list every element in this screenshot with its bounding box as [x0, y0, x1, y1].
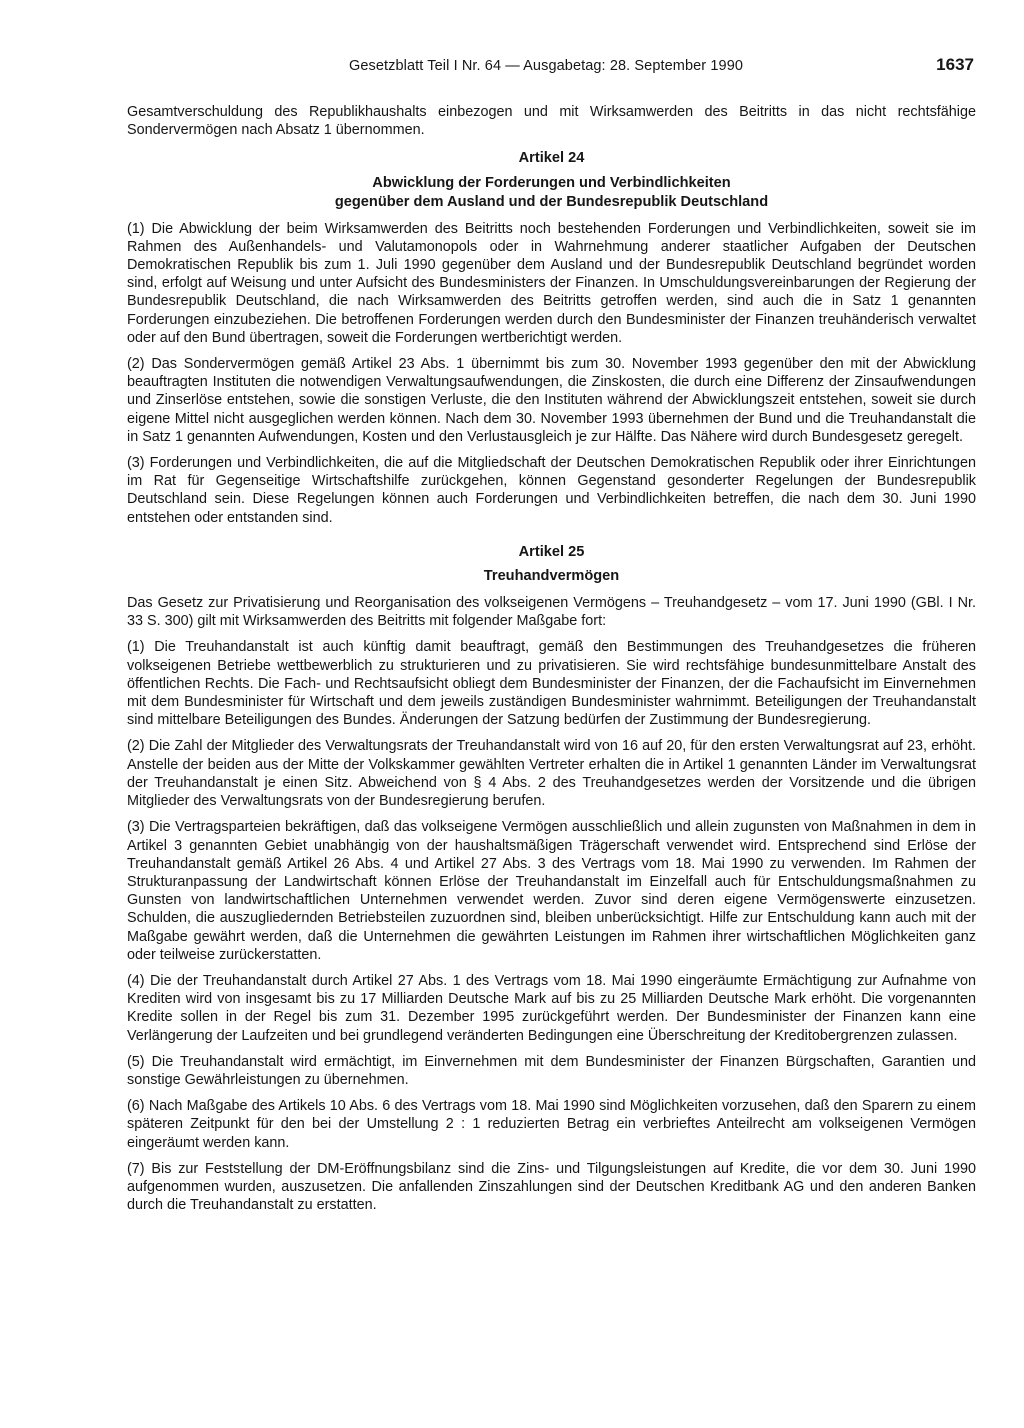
page-header — [118, 52, 974, 82]
artikel-24-paragraph-2: (2) Das Sondervermögen gemäß Artikel 23 Abs. 1 übernimmt bis zum 30. November 1993 gegenüber den mit der Abwicklung beauftragten Instituten die notwendigen Verwaltungsaufwendungen, die Zinskosten, die durch eine Differenz der Zinsaufwendungen und Zinserlöse entstehen, sowie die sonstigen Verluste, die den Instituten während der Abwicklungszeit entstehen, soweit sie durch eigene Mittel nicht ausgeglichen werden können. Nach dem 30. November 1993 übernehmen der Bund und die Treuhandanstalt die in Satz 1 genannten Aufwendungen, Kosten und den Verlustausgleich je zur Hälfte. Das Nähere wird durch Bundesgesetz geregelt. — [127, 356, 976, 445]
page-number: 1637 — [936, 55, 974, 74]
artikel-25-title: Treuhandvermögen — [483, 568, 620, 585]
artikel-24-heading: Artikel 24 — [518, 150, 585, 167]
artikel-25-heading: Artikel 25 — [518, 543, 585, 560]
artikel-24-paragraph-3: (3) Forderungen und Verbindlichkeiten, die auf die Mitgliedschaft der Deutschen Demokratischen Republik oder ihrer Einrichtungen im Rat für Gegenseitige Wirtschaftshilfe zurückgehen, können Gegenstand gesonderter Regelungen der Bundesrepublik Deutschland sein. Diese Regelungen können auch Forderungen und Verbindlichkeiten betreffen, die nach dem 30. Juni 1990 entstehen oder entstanden sind. — [127, 455, 976, 526]
artikel-25-lead: Das Gesetz zur Privatisierung und Reorganisation des volkseigenen Vermögens – Treuhandgesetz – vom 17. Juni 1990 (GBl. I Nr. 33 S. 300) gilt mit Wirksamwerden des Beitritts mit folgender Maßgabe fort: — [127, 595, 976, 630]
artikel-25-paragraph-5: (5) Die Treuhandanstalt wird ermächtigt, im Einvernehmen mit dem Bundesminister der Finanzen Bürgschaften, Garantien und sonstige Gewährleistungen zu übernehmen. — [127, 1053, 976, 1088]
artikel-24-paragraph-1: (1) Die Abwicklung der beim Wirksamwerden des Beitritts noch bestehenden Forderungen und Verbindlichkeiten, soweit sie im Rahmen des Außenhandels- und Valutamonopols oder in Wahrnehmung anderer staatlicher Aufgaben der Deutschen Demokratischen Republik bis zum 1. Juli 1990 gegenüber dem Ausland und der Bundesrepublik Deutschland begründet worden sind, erfolgt auf Weisung und unter Aufsicht des Bundesministers der Finanzen. In Umschuldungsvereinbarungen der Regierung der Bundesrepublik Deutschland, die nach Wirksamwerden des Beitritts getroffen werden, sind auch die in Satz 1 genannten Forderungen einzubeziehen. Die betroffenen Forderungen werden durch den Bundesminister der Finanzen treuhänderisch verwaltet oder auf den Bund übertragen, soweit die Forderungen wertberichtigt werden. — [127, 220, 976, 346]
artikel-25-paragraph-4: (4) Die der Treuhandanstalt durch Artikel 27 Abs. 1 des Vertrags vom 18. Mai 1990 eingeräumte Ermächtigung zur Aufnahme von Krediten wird von insgesamt bis zu 17 Milliarden Deutsche Mark auf bis zu 25 Milliarden Deutsche Mark erhöht. Die vorgenannten Kredite sollen in der Regel bis zum 31. Dezember 1995 zurückgeführt werden. Der Bundesminister der Finanzen kann eine Verlängerung der Laufzeiten und bei grundlegend veränderten Bedingungen eine Überschreitung der Kreditobergrenzen zulassen. — [127, 972, 976, 1044]
artikel-24-title-line-1: Abwicklung der Forderungen und Verbindlichkeiten — [372, 174, 731, 191]
page-body — [127, 103, 976, 1222]
artikel-25-paragraph-3: (3) Die Vertragsparteien bekräftigen, daß das volkseigene Vermögen ausschließlich und allein zugunsten von Maßnahmen in dem in Artikel 3 genannten Gebiet unabhängig von der haushaltsmäßigen Trägerschaft verwendet wird. Entsprechend sind Erlöse der Treuhandanstalt gemäß Artikel 26 Abs. 4 und Artikel 27 Abs. 3 des Vertrags vom 18. Mai 1990 zu verwenden. Im Rahmen der Strukturanpassung der Landwirtschaft können Erlöse der Treuhandanstalt im Einzelfall auch für Entschuldungsmaßnahmen zu Gunsten von landwirtschaftlichen Unternehmen verwendet werden. Zuvor sind deren eigene Vermögenswerte einzusetzen. Schulden, die auszugliedernden Betriebsteilen zuzuordnen sind, bleiben unberücksichtigt. Hilfe zur Entschuldung kann auch mit der Maßgabe gewährt werden, daß die Unternehmen die gewährten Leistungen im Rahmen ihrer wirtschaftlichen Möglichkeiten ganz oder teilweise zurückerstatten. — [127, 819, 976, 963]
artikel-24-title-line-2: gegenüber dem Ausland und der Bundesrepublik Deutschland — [334, 193, 769, 210]
artikel-25-paragraph-2: (2) Die Zahl der Mitglieder des Verwaltungsrats der Treuhandanstalt wird von 16 auf 20, für den ersten Verwaltungsrat auf 23, erhöht. Anstelle der beiden aus der Mitte der Volkskammer gewählten Vertreter erhalten die in Artikel 1 genannten Länder im Verwaltungsrat der Treuhandanstalt je einen Sitz. Abweichend von § 4 Abs. 2 des Treuhandgesetzes werden der Vorsitzende und die übrigen Mitglieder des Verwaltungsrats von der Bundesregierung berufen. — [127, 738, 976, 810]
artikel-25-paragraph-1: (1) Die Treuhandanstalt ist auch künftig damit beauftragt, gemäß den Bestimmungen des Treuhandgesetzes die früheren volkseigenen Betriebe wettbewerblich zu strukturieren und zu privatisieren. Sie wird rechtsfähige bundesunmittelbare Anstalt des öffentlichen Rechts. Die Fach- und Rechtsaufsicht obliegt dem Bundesminister der Finanzen, der die Fachaufsicht im Einvernehmen mit dem Bundesminister für Wirtschaft und dem jeweils zuständigen Bundesminister wahrnimmt. Beteiligungen der Treuhandanstalt sind mittelbare Beteiligungen des Bundes. Änderungen der Satzung bedürfen der Zustimmung der Bundesregierung. — [127, 639, 976, 729]
artikel-25-paragraph-7: (7) Bis zur Feststellung der DM-Eröffnungsbilanz sind die Zins- und Tilgungsleistungen auf Kredite, die vor dem 30. Juni 1990 aufgenommen wurden, auszusetzen. Die anfallenden Zinszahlungen sind der Deutschen Kreditbank AG und den anderen Banken durch die Treuhandanstalt zu erstatten. — [127, 1160, 976, 1214]
header-title: Gesetzblatt Teil I Nr. 64 — Ausgabetag: 28. September 1990 — [348, 58, 744, 74]
artikel-25-paragraph-6: (6) Nach Maßgabe des Artikels 10 Abs. 6 des Vertrags vom 18. Mai 1990 sind Möglichkeiten vorzusehen, daß den Sparern zu einem späteren Zeitpunkt für den bei der Umstellung 2 : 1 reduzierten Betrag ein verbrieftes Anteilrecht am volkseigenen Vermögen eingeräumt werden kann. — [127, 1098, 976, 1151]
artikel-24-title — [127, 174, 976, 212]
intro-paragraph: Gesamtverschuldung des Republikhaushalts einbezogen und mit Wirksamwerden des Beitritts in das nicht rechtsfähige Sondervermögen nach Absatz 1 übernommen. — [127, 104, 976, 139]
